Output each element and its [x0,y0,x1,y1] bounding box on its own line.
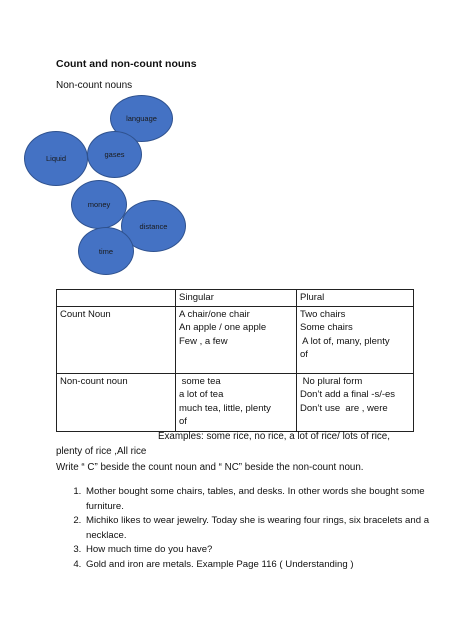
cell-line: A chair/one chair [179,308,250,320]
cell-line: An apple / one apple [179,322,267,333]
noun-table-wrapper [56,289,406,432]
table-header-row [57,290,414,307]
cell-line: much tea, little, plenty [179,402,271,414]
list-item: 3. How much time do you have? [84,543,444,558]
header-plural: Plural [297,290,414,307]
row-label-count: Count Noun [57,306,176,373]
noun-comparison-table [56,289,414,432]
exercise-list [56,485,444,573]
count-plural-cell [297,306,414,373]
section-subtitle: Non-count nouns [56,80,133,91]
cell-line: of [300,349,308,360]
exercise-instruction: Write “ C” beside the count noun and “ NC” beside the non-count noun. [56,462,364,473]
cell-line: Some chairs [300,322,353,333]
count-singular-cell [176,306,297,373]
bubble-liquid: Liquid [24,131,88,186]
list-item: 1. Mother bought some chairs, tables, and desks. In other words she bought some furniture. [84,485,444,514]
list-item: 2. Michiko likes to wear jewelry. Today she is wearing four rings, six bracelets and a necklace. [84,514,444,543]
cell-line: Don’t add a final -s/-es [300,389,396,400]
cell-line: Two chairs [300,308,346,320]
bubble-gases: gases [87,131,142,178]
examples-paragraph [56,429,416,459]
examples-line-1: Examples: some rice, no rice, a lot of rice/ lots of rice, [158,431,390,442]
cell-line: a lot of tea [179,389,224,400]
noncount-singular-cell [176,373,297,431]
table-row-count [57,306,414,373]
cell-line: some tea [179,375,221,387]
noncount-plural-cell [297,373,414,431]
bubble-distance: distance [121,200,186,252]
bubble-money: money [71,180,127,229]
bubble-time: time [78,227,134,275]
cell-line: Don’t use are , were [300,402,388,414]
row-label-noncount: Non-count noun [57,373,176,431]
cell-line: Few , a few [179,335,228,347]
header-empty [57,290,176,307]
list-item: 4. Gold and iron are metals. Example Page 116 ( Understanding ) [84,558,444,573]
examples-line-2: plenty of rice ,All rice [56,446,147,457]
cell-line: of [179,416,187,427]
header-singular: Singular [176,290,297,307]
table-row-noncount [57,373,414,431]
bubble-language: language [110,95,173,142]
cell-line: A lot of, many, plenty [300,335,390,347]
page-title: Count and non-count nouns [56,58,197,70]
cell-line: No plural form [300,375,363,387]
